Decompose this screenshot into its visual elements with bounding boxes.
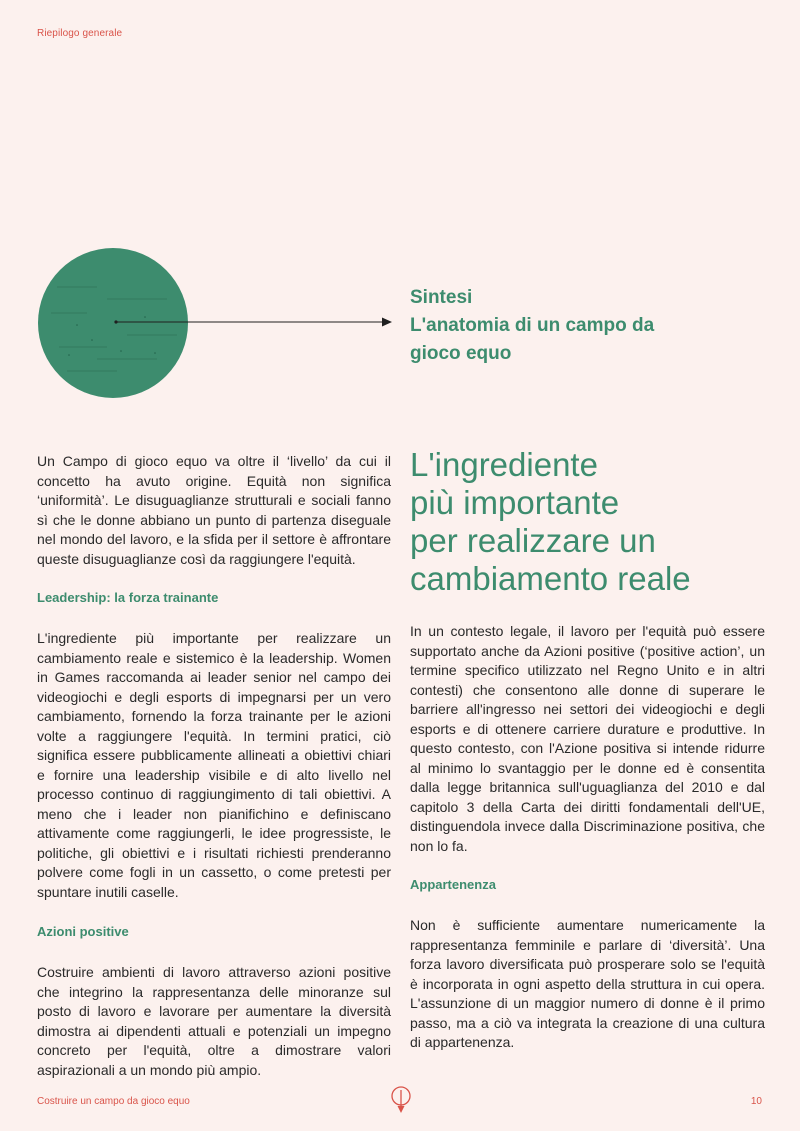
right-column (410, 622, 765, 1053)
azioni-paragraph: Costruire ambienti di lavoro attraverso azioni positive che integrino la rappresentanza delle minoranze sul posto di lavoro e lavorare per aumentare la diversità dimostra ai dipendenti attuali e potenziali un impegno concreto per l'equità, oltre a dimostrare valori aspirazionali a un mondo più ampio. (37, 964, 391, 1078)
pull-quote (410, 446, 770, 598)
intro-paragraph: Un Campo di gioco equo va oltre il ‘livello’ da cui il concetto ha avuto origine. Equità non significa ‘uniformità’. Le disuguaglianze strutturali e sociali fanno sì che le donne abbiano un punto di partenza diseguale nel mondo del lavoro, e la sfida per il settore è affrontare queste disuguaglianze così da raggiungere l'equità. (37, 453, 391, 567)
heading-appartenenza: Appartenenza (410, 877, 496, 892)
footer-logo-icon (390, 1085, 412, 1115)
appartenenza-paragraph: Non è sufficiente aumentare numericamente la rappresentanza femminile e parlare di ‘diversità’. Una forza lavoro diversificata può prosperare solo se l'equità è incorporata in ogni aspetto della struttura in cui opera. L'assunzione di un maggior numero di donne è il primo passo, ma a ciò va integrata la creazione di una cultura di appartenenza. (410, 917, 765, 1050)
section-title (410, 284, 740, 368)
green-circle-illustration (37, 247, 189, 399)
leadership-paragraph: L'ingrediente più importante per realizzare un cambiamento reale e sistemico è la leadership. Women in Games raccomanda ai leader senior nel campo dei videogiochi e degli esports di impegnarsi per un vero cambiamento, fornendo la forza trainante per le azioni volte a raggiungere l'equità. In termini pratici, ciò significa essere pubblicamente allineati a obiettivi chiari e fornire una leadership visibile e di alto livello nel processo continuo di raggiungimento di tali obiettivi. A meno che i leader non pianifichino e definiscano attivamente come raggiungerli, le idee progressiste, le politiche, gli obiettivi e i risultati richiesti prenderanno polvere come fogli in un cassetto, o come pretesti per spuntare inutili caselle. (37, 630, 391, 900)
footer-document-title: Costruire un campo da gioco equo (37, 1096, 190, 1107)
pull-quote-line-4: cambiamento reale (410, 560, 691, 597)
pull-quote-line-1: L'ingrediente (410, 446, 598, 483)
legal-context-paragraph: In un contesto legale, il lavoro per l'equità può essere supportato anche da Azioni positive (‘positive action’, un termine specifico utilizzato nel Regno Unito e in altri contesti) che consentono alle donne di superare le barriere all'ingresso nei settori dei videogiochi e degli esports e di ottenere carriere durature e produttive. In questo contesto, con l'Azione positiva si intende ridurre al minimo lo svantaggio per le donne ed è consentita dalla legge britannica sull'uguaglianza del 2010 e dal capitolo 3 della Carta dei diritti fondamentali dell'UE, distinguendola invece dalla Discriminazione positiva, che non lo fa. (410, 623, 765, 854)
pull-quote-line-2: più importante (410, 484, 620, 521)
heading-leadership: Leadership: la forza trainante (37, 590, 219, 605)
section-title-line-3: gioco equo (410, 343, 512, 364)
pull-quote-line-3: per realizzare un (410, 522, 656, 559)
running-header: Riepilogo generale (37, 28, 123, 39)
section-title-line-2: L'anatomia di un campo da (410, 315, 655, 336)
heading-azioni-positive: Azioni positive (37, 924, 129, 939)
section-title-line-1: Sintesi (410, 287, 473, 308)
page-number: 10 (750, 1096, 762, 1107)
left-column (37, 452, 391, 1080)
